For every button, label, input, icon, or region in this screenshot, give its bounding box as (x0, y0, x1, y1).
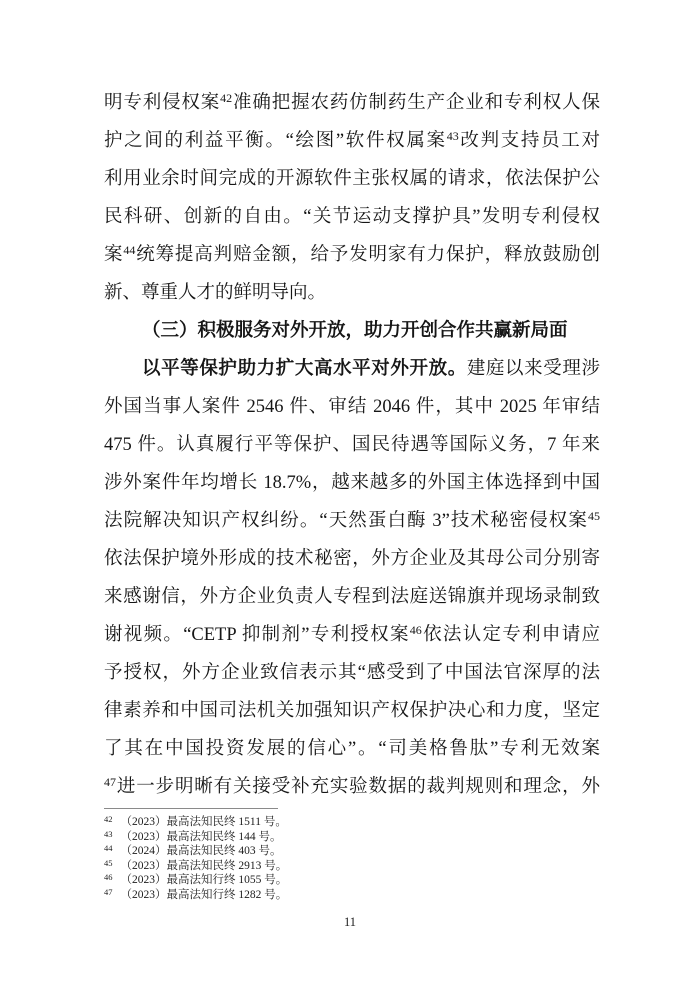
text-segment: 依法保护境外形成的技术秘密，外方企业及其母公司分别寄 (104, 549, 600, 569)
text-segment: 外国当事人案件 2546 件、审结 2046 件，其中 2025 年审结 (104, 397, 600, 417)
text-segment: 统筹提高判赔金额，给予发明家有力保护，释放鼓励创 (135, 245, 600, 265)
body-line (104, 464, 600, 502)
case-name-text: 案 (104, 245, 124, 265)
text-segment: 利用业余时间完成的开源软件主张权属的请求，依法保护公 (104, 169, 600, 189)
case-name-text: 明专利侵权案 (104, 93, 221, 113)
footnote-item (104, 844, 600, 859)
body-line (104, 540, 600, 578)
body-line (104, 160, 600, 198)
footnote-ref: 44 (123, 243, 136, 257)
footnote-number: 47 (104, 886, 113, 897)
case-name-text: “绘图”软件权属案 (285, 131, 447, 151)
page-number: 11 (343, 915, 357, 929)
text-segment: 以平等保护助力扩大高水平对外开放。 (142, 359, 467, 379)
body-line (104, 198, 600, 236)
text-segment: 依法认定专利申请应 (421, 625, 600, 645)
case-name-text: “天然蛋白酶 3”技术秘密侵权案 (319, 511, 588, 531)
footnote-ref: 42 (220, 91, 233, 105)
text-segment: 来感谢信，外方企业负责人专程到法庭送锦旗并现场录制致 (104, 587, 600, 607)
text-segment: 改判支持员工对 (458, 131, 600, 151)
footnote-item (104, 815, 600, 830)
text-segment: 谢视频。 (104, 625, 184, 645)
footnote-text: （2023）最高法知行终 1055 号。 (120, 874, 288, 886)
text-segment: 进一步明晰有关接受补充实验数据的裁判规则和理念，外 (116, 777, 600, 797)
body-line (104, 350, 600, 388)
footnote-list (104, 815, 600, 902)
body-line (104, 84, 600, 122)
footnote-text: （2023）最高法知行终 1282 号。 (120, 888, 288, 901)
footnote-number: 46 (104, 872, 113, 882)
text-segment: 予授权，外方企业致信表示其“感受到了中国法官深厚的法 (104, 663, 600, 683)
footnote-ref: 46 (409, 623, 422, 637)
text-segment: 新、尊重人才的鲜明导向。 (104, 283, 327, 303)
footnote-number: 44 (104, 843, 113, 853)
text-segment: 475 件。认真履行平等保护、国民待遇等国际义务，7 年来 (104, 435, 600, 455)
text-segment: 涉外案件年均增长 18.7%，越来越多的外国主体选择到中国 (104, 473, 600, 493)
footnote-item (104, 888, 600, 903)
case-name-text: “关节运动支撑护具”发明专利侵权 (303, 207, 600, 227)
text-segment: （三）积极服务对外开放，助力开创合作共赢新局面 (142, 321, 568, 341)
text-segment: 建庭以来受理涉 (466, 359, 600, 379)
case-name-text: “司美格鲁肽”专利无效案 (378, 739, 600, 759)
footnote-separator (104, 808, 278, 809)
footnote-text: （2024）最高法知民终 403 号。 (120, 845, 282, 857)
text-segment: 律素养和中国司法机关加强知识产权保护决心和力度，坚定 (104, 701, 600, 721)
body-line (104, 730, 600, 768)
footnote-text: （2023）最高法知民终 144 号。 (120, 830, 282, 843)
body-line (104, 388, 600, 426)
body-line (104, 426, 600, 464)
body-line (104, 692, 600, 730)
footnote-section (104, 808, 600, 902)
body-line (104, 122, 600, 160)
body-line (104, 274, 600, 312)
footnote-ref: 47 (104, 775, 116, 789)
text-segment: 准确把握农药仿制药生产企业和专利权人保 (232, 93, 600, 113)
case-name-text: “CETP 抑制剂”专利授权案 (183, 625, 410, 645)
body-line (104, 768, 600, 806)
footnote-text: （2023）最高法知民终 2913 号。 (120, 859, 288, 872)
body-line (104, 578, 600, 616)
text-segment: 护之间的利益平衡。 (104, 131, 286, 151)
footnote-number: 43 (104, 828, 113, 839)
section-heading (104, 312, 600, 350)
footnote-item (104, 830, 600, 845)
footnote-ref: 45 (587, 509, 600, 523)
body-line (104, 236, 600, 274)
footnote-ref: 43 (446, 129, 459, 143)
footnote-item (104, 859, 600, 874)
text-segment: 民科研、创新的自由。 (104, 207, 304, 227)
body-line (104, 616, 600, 654)
body-line (104, 654, 600, 692)
body-lines (104, 84, 600, 806)
footnote-number: 42 (104, 814, 113, 824)
footnote-text: （2023）最高法知民终 1511 号。 (120, 816, 287, 828)
footnote-item (104, 873, 600, 888)
text-segment: 了其在中国投资发展的信心”。 (104, 739, 379, 759)
footnote-number: 45 (104, 857, 113, 868)
body-line (104, 502, 600, 540)
text-segment: 法院解决知识产权纠纷。 (104, 511, 320, 531)
